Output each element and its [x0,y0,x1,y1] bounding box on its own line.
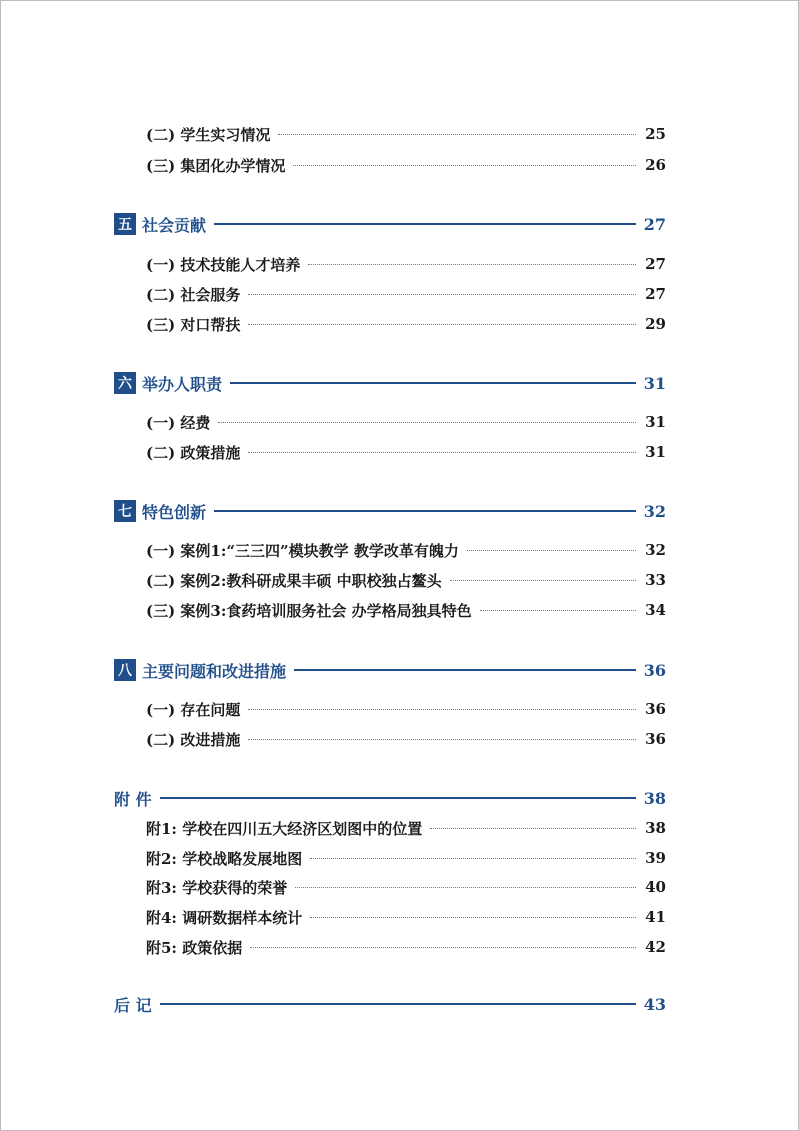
section-page: 36 [643,660,666,680]
toc-section-afterword[interactable] [114,992,666,1016]
section-rule [230,382,636,384]
dot-leader [480,610,636,611]
entry-page: 27 [645,285,666,303]
entry-page: 41 [645,908,666,926]
dot-leader [430,828,636,829]
section-number-badge: 八 [114,659,136,681]
entry-label: (二) 社会服务 [146,285,241,304]
entry-label: (三) 案例3:食药培训服务社会 办学格局独具特色 [146,601,472,620]
section-rule [214,510,636,512]
entry-label: 附4: 调研数据样本统计 [146,908,303,927]
section-rule [214,223,636,225]
dot-leader [278,134,636,135]
section-page: 43 [643,994,666,1014]
dot-leader [250,947,636,948]
toc-entry-student-internship[interactable] [146,122,666,146]
entry-page: 26 [645,156,666,174]
dot-leader [310,917,636,918]
toc-entry-improvement-measures[interactable] [146,727,666,751]
toc-entry-case-1[interactable] [146,538,666,562]
section-page: 27 [643,214,666,234]
toc-section-attachments[interactable] [114,786,666,810]
toc-entry-case-2[interactable] [146,568,666,592]
section-rule [160,1003,636,1005]
entry-label: (一) 案例1:“三三四”模块教学 教学改革有魄力 [146,541,459,560]
toc-entry-funding[interactable] [146,410,666,434]
toc-section-7[interactable] [114,499,666,523]
entry-label: (一) 技术技能人才培养 [146,255,301,274]
entry-page: 36 [645,730,666,748]
section-page: 38 [643,788,666,808]
section-title: 主要问题和改进措施 [142,661,287,681]
entry-page: 34 [645,601,666,619]
toc-attachment-5[interactable] [146,935,666,959]
toc-attachment-4[interactable] [146,905,666,929]
section-page: 31 [643,373,666,393]
section-number-badge: 六 [114,372,136,394]
entry-page: 40 [645,878,666,896]
section-title: 特色创新 [142,502,207,522]
entry-label: (二) 改进措施 [146,730,241,749]
section-page: 32 [643,501,666,521]
section-title: 后 记 [114,995,152,1015]
section-number-badge: 七 [114,500,136,522]
section-rule [160,797,636,799]
entry-label: (二) 学生实习情况 [146,125,271,144]
entry-page: 32 [645,541,666,559]
entry-label: (三) 对口帮扶 [146,315,241,334]
dot-leader [248,709,636,710]
toc-entry-case-3[interactable] [146,598,666,622]
entry-page: 29 [645,315,666,333]
dot-leader [218,422,636,423]
entry-page: 39 [645,849,666,867]
toc-attachment-1[interactable] [146,816,666,840]
section-rule [294,669,636,671]
toc-entry-existing-problems[interactable] [146,697,666,721]
toc-entry-social-service[interactable] [146,282,666,306]
toc-entry-talent-cultivation[interactable] [146,252,666,276]
entry-label: 附3: 学校获得的荣誉 [146,878,288,897]
entry-label: 附5: 政策依据 [146,938,243,957]
dot-leader [248,452,636,453]
toc-section-8[interactable] [114,658,666,682]
section-number-badge: 五 [114,213,136,235]
toc-section-6[interactable] [114,371,666,395]
dot-leader [450,580,636,581]
entry-page: 36 [645,700,666,718]
dot-leader [467,550,636,551]
toc-attachment-2[interactable] [146,846,666,870]
entry-page: 38 [645,819,666,837]
entry-page: 25 [645,125,666,143]
entry-label: (二) 政策措施 [146,443,241,462]
toc-attachment-3[interactable] [146,875,666,899]
entry-page: 27 [645,255,666,273]
toc-entry-policy-measures[interactable] [146,440,666,464]
entry-label: 附2: 学校战略发展地图 [146,849,303,868]
entry-label: (二) 案例2:教科研成果丰硕 中职校独占鳌头 [146,571,442,590]
section-title: 举办人职责 [142,374,223,394]
toc-entry-pairing-assistance[interactable] [146,312,666,336]
dot-leader [248,324,636,325]
dot-leader [248,739,636,740]
dot-leader [310,858,636,859]
dot-leader [248,294,636,295]
entry-label: (一) 存在问题 [146,700,241,719]
entry-page: 42 [645,938,666,956]
entry-page: 31 [645,413,666,431]
toc-section-5[interactable] [114,212,666,236]
entry-label: 附1: 学校在四川五大经济区划图中的位置 [146,819,423,838]
dot-leader [308,264,636,265]
entry-label: (一) 经费 [146,413,211,432]
entry-page: 33 [645,571,666,589]
dot-leader [295,887,636,888]
section-title: 附 件 [114,789,152,809]
entry-label: (三) 集团化办学情况 [146,156,286,175]
entry-page: 31 [645,443,666,461]
section-title: 社会贡献 [142,215,207,235]
dot-leader [293,165,636,166]
toc-entry-group-schooling[interactable] [146,153,666,177]
